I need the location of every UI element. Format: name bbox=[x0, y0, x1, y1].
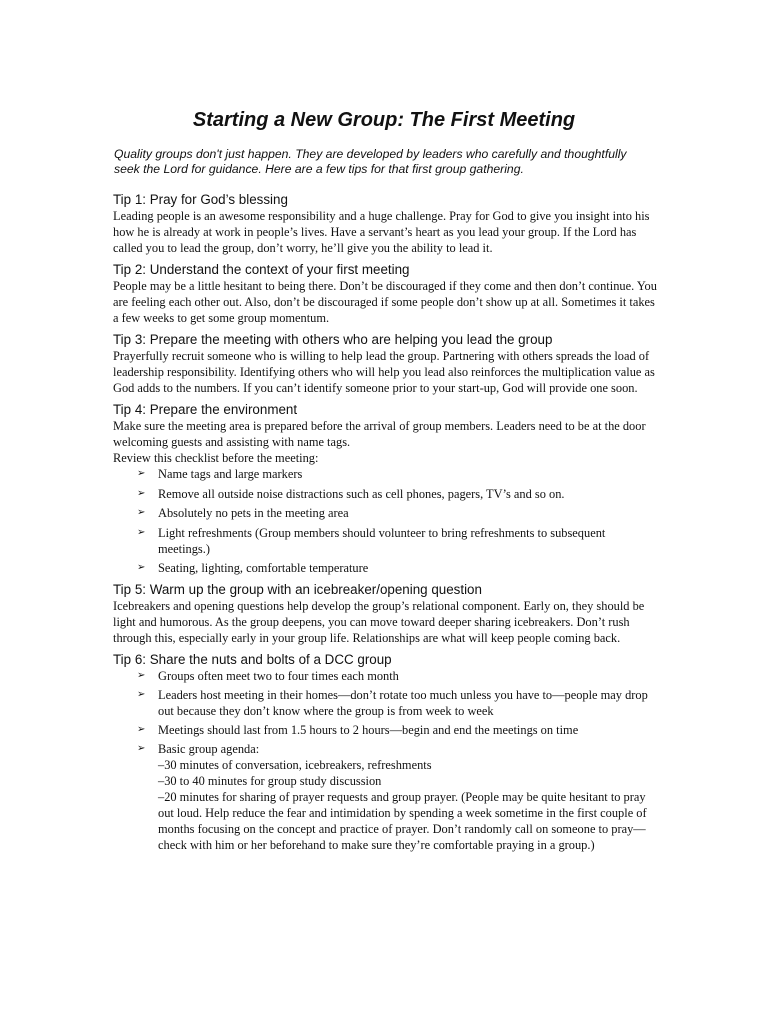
arrow-bullet-icon: ➢ bbox=[137, 507, 146, 518]
tip-body: Prayerfully recruit someone who is willing to help lead the group. Partnering with others spreads the load of leadership responsibility. Identifying others who will help you lead also reinforces the multiplication value as God adds to the numbers. If you can’t identify someone prior to your start-up, God will provide one soon. bbox=[113, 349, 655, 395]
tip-heading: Tip 4: Prepare the environment bbox=[113, 402, 298, 417]
list-item bbox=[113, 668, 658, 684]
agenda-item: –30 to 40 minutes for group study discussion bbox=[158, 774, 382, 788]
tip-body: People may be a little hesitant to being there. Don’t be discouraged if they come and then don’t continue. You are feeling each other out. Also, don’t be discouraged if some people don’t show up at all. Sometimes it takes a few weeks to get some group momentum. bbox=[113, 279, 657, 325]
arrow-bullet-icon: ➢ bbox=[137, 487, 146, 499]
tip-4 bbox=[113, 401, 658, 576]
list-item-text: Remove all outside noise distractions such as cell phones, pagers, TV’s and so on. bbox=[158, 486, 565, 501]
list-item bbox=[113, 722, 658, 738]
arrow-bullet-icon: ➢ bbox=[137, 724, 146, 735]
agenda-label: Basic group agenda: bbox=[158, 742, 260, 756]
list-item bbox=[113, 560, 658, 576]
page-title: Starting a New Group: The First Meeting bbox=[192, 109, 576, 131]
tips-content bbox=[113, 191, 658, 858]
tip-3 bbox=[113, 331, 658, 396]
checklist bbox=[113, 466, 658, 576]
tip-body: Icebreakers and opening questions help develop the group’s relational component. Early on, they should be light and humorous. As the group deepens, you can move toward deeper sharing icebreakers. Don’t rush through this, especially early in your group life. Relationships are what will keep people coming back. bbox=[113, 599, 645, 645]
list-item bbox=[113, 466, 658, 482]
arrow-bullet-icon: ➢ bbox=[137, 526, 146, 538]
tip-heading: Tip 2: Understand the context of your first meeting bbox=[113, 262, 410, 277]
tip-body: Make sure the meeting area is prepared before the arrival of group members. Leaders need to be at the door welcoming guests and assisting with name tags. bbox=[113, 419, 646, 449]
tip-heading: Tip 1: Pray for God’s blessing bbox=[113, 192, 288, 207]
list-item-text: Name tags and large markers bbox=[158, 467, 303, 481]
list-item-text: Light refreshments (Group members should volunteer to bring refreshments to subsequent meetings.) bbox=[158, 525, 606, 556]
tip-6 bbox=[113, 651, 658, 853]
list-item-text: Leaders host meeting in their homes—don’t rotate too much unless you have to—people may drop out because they don’t know where the group is from week to week bbox=[158, 688, 648, 718]
list-item bbox=[113, 486, 658, 502]
agenda-item: –20 minutes for sharing of prayer requests and group prayer. (People may be quite hesitant to pray out loud. Help reduce the fear and intimidation by spending a week sometime in the first couple of months focusing on the concept and practice of prayer. Don’t randomly call on someone to pray—check with him or her beforehand to make sure they’re comfortable praying in a group.) bbox=[158, 790, 647, 852]
arrow-bullet-icon: ➢ bbox=[137, 743, 146, 754]
list-item bbox=[113, 525, 658, 557]
tip-heading: Tip 3: Prepare the meeting with others who are helping you lead the group bbox=[113, 332, 553, 347]
list-item bbox=[113, 505, 658, 521]
list-item-text: Groups often meet two to four times each month bbox=[158, 669, 399, 683]
arrow-bullet-icon: ➢ bbox=[137, 670, 146, 681]
agenda-item: –30 minutes of conversation, icebreakers, refreshments bbox=[158, 758, 432, 772]
list-item bbox=[113, 687, 658, 719]
checklist-intro: Review this checklist before the meeting: bbox=[113, 451, 319, 465]
tip-1 bbox=[113, 191, 658, 256]
list-item bbox=[113, 741, 658, 853]
list-item-text: Meetings should last from 1.5 hours to 2 hours—begin and end the meetings on time bbox=[158, 723, 579, 737]
tip-2 bbox=[113, 261, 658, 326]
tip-body: Leading people is an awesome responsibility and a huge challenge. Pray for God to give you insight into his how he is already at work in people’s lives. Have a servant’s heart as you lead your group. If the Lord has called you to lead the group, don’t worry, he’ll give you the ability to lead it. bbox=[113, 209, 650, 255]
arrow-bullet-icon: ➢ bbox=[137, 689, 146, 700]
arrow-bullet-icon: ➢ bbox=[137, 468, 146, 479]
list-item-text: Seating, lighting, comfortable temperature bbox=[158, 561, 369, 575]
nuts-and-bolts-list bbox=[113, 668, 658, 853]
tip-5 bbox=[113, 581, 658, 646]
tip-heading: Tip 6: Share the nuts and bolts of a DCC group bbox=[113, 652, 392, 667]
arrow-bullet-icon: ➢ bbox=[137, 562, 146, 573]
list-item-text: Absolutely no pets in the meeting area bbox=[158, 506, 349, 520]
tip-heading: Tip 5: Warm up the group with an icebreaker/opening question bbox=[113, 582, 482, 597]
intro-paragraph: Quality groups don't just happen. They are developed by leaders who carefully and thoughtfully seek the Lord for guidance. Here are a few tips for that first group gathering. bbox=[114, 147, 627, 176]
